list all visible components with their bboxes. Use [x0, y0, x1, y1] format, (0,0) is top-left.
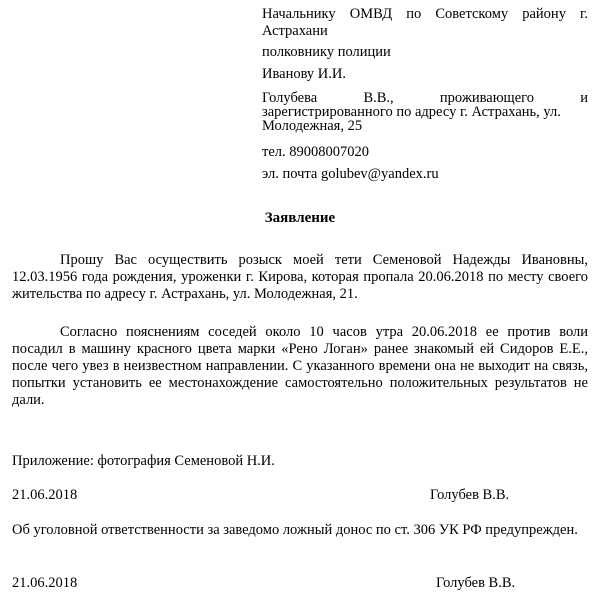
paragraph-1: Прошу Вас осуществить розыск моей тети Семеновой Надежды Ивановны, 12.03.1956 года рождения, уроженки г. Кирова, которая пропала 20.06.2018 по месту своего жительства по адресу г. Астрахань, ул. Молодежная, 21.: [12, 252, 588, 302]
addressee-name: Иванову И.И.: [262, 66, 346, 82]
addressee-line: Начальнику ОМВД по Советскому району г. Астрахани: [262, 6, 588, 39]
paragraph-2: Согласно пояснениям соседей около 10 часов утра 20.06.2018 ее против воли посадил в машину красного цвета марки «Рено Логан» ранее знакомый ей Сидоров Е.Е., после чего увез в неизвестном направлении. С указанного времени она не выходит на связь, попытки установить ее местонахождение самостоятельно положительных результатов не дали.: [12, 324, 588, 408]
signature-2: Голубев В.В.: [436, 575, 516, 591]
date-2: 21.06.2018: [12, 575, 78, 591]
addressee-rank: полковнику полиции: [262, 44, 391, 60]
document-title: Заявление: [264, 210, 336, 226]
applicant-address: зарегистрированного по адресу г. Астрахань, ул. Молодежная, 25: [262, 104, 561, 134]
applicant-phone: тел. 89008007020: [262, 144, 370, 160]
responsibility-notice: Об уголовной ответственности за заведомо ложный донос по ст. 306 УК РФ предупрежден.: [12, 522, 578, 538]
date-1: 21.06.2018: [12, 487, 78, 503]
applicant-name-line: Голубева В.В., проживающего и: [262, 90, 588, 106]
applicant-block: [262, 91, 588, 133]
signature-1: Голубев В.В.: [430, 487, 510, 503]
applicant-email: эл. почта golubev@yandex.ru: [262, 166, 439, 182]
attachment-line: Приложение: фотография Семеновой Н.И.: [12, 453, 275, 469]
